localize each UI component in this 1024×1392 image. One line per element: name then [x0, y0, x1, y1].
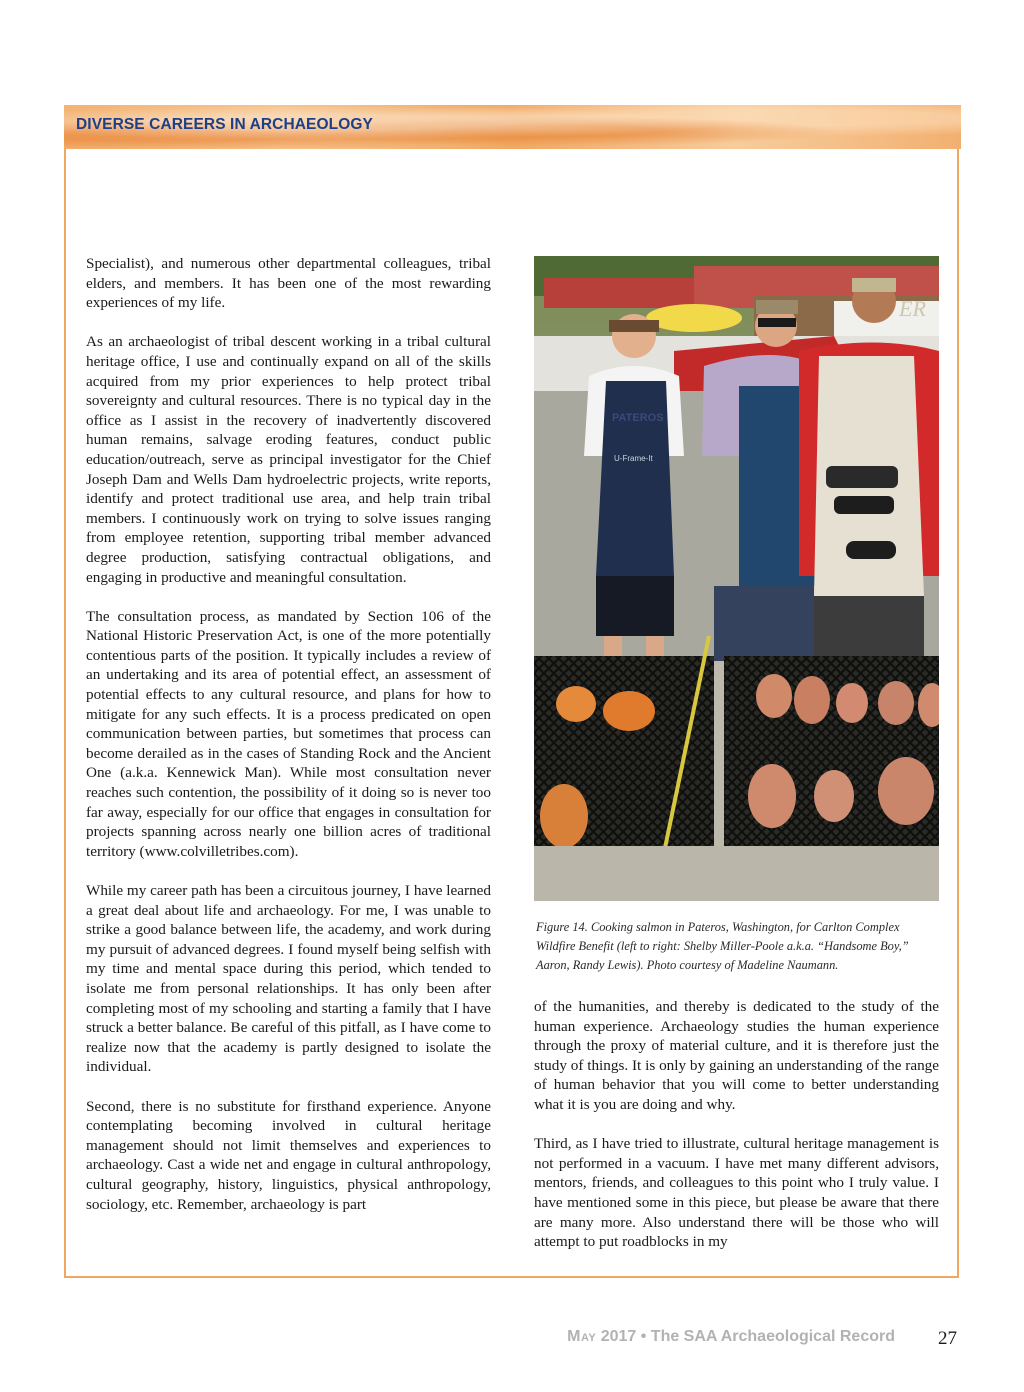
footer-month: May [567, 1328, 597, 1345]
salmon-cooking-photo [534, 256, 939, 901]
section-banner [64, 105, 961, 149]
footer-publication: 2017 • The SAA Archaeological Record [600, 1328, 895, 1345]
paragraph: Third, as I have tried to illustrate, cultural heritage management is not performed in a vacuum. I have met many different advisors, mentors, friends, and colleagues to this point who I truly value. I have mentioned some in this piece, but please be aware that there are many more. Also understand there will be those who will attempt to put roadblocks in my [534, 1135, 939, 1251]
paragraph: As an archaeologist of tribal descent working in a tribal cultural heritage office, I use and continually expand on all of the skills acquired from my prior experiences to help protect tribal sovereignty and cultural resources. There is no typical day in the office as I assist in the recovery of inadvertently discovered human remains, salvage eroding features, conduct public education/outreach, serve as principal investigator for the Chief Joseph Dam and Wells Dam hydroelectric projects, write reports, identify and protect traditional use area, and help train tribal members. I continuously work on trying to solve issues ranging from employee retention, supporting tribal member advanced degree production, satisfying contractual obligations, and engaging in productive and meaningful consultation. [86, 333, 491, 586]
paragraph: While my career path has been a circuitous journey, I have learned a great deal about life and archaeology. For me, I was unable to strike a good balance between life, the academy, and work during my pursuit of advanced degrees. I found myself being selfish with my time and mental space during this period, which tended to isolate me from personal relationships. It has only been after completing most of my schooling and starting a family that I have struck a better balance. Be careful of this pitfall, as I have come to realize now that the academy is partly designed to isolate the individual. [86, 882, 491, 1076]
paragraph: of the humanities, and thereby is dedicated to the study of the human experience. Archaeology studies the human experience through the proxy of material culture, and it is therefore just the study of things. It is only by gaining an understanding of the range of human behavior that you will come to better understanding what it is you are doing and why. [534, 998, 939, 1113]
paragraph: The consultation process, as mandated by Section 106 of the National Historic Preservation Act, is one of the more potentially contentious parts of the position. It typically includes a review of an undertaking and its area of potential effect, an assessment of potential effects to any cultural resource, and plans for how to mitigate for any such effects. It is a process predicated on open communication between parties, but sometimes that process can become derailed as in the cases of Standing Rock and the Ancient One (a.k.a. Kennewick Man). While most consultation never reaches such contention, the possibility of it doing so is never too far away, especially for our office that engages in consultation for projects spanning across nearly one billion acres of traditional territory (www.colvilletribes.com). [86, 607, 491, 860]
apron-text-1: PATEROS [612, 412, 664, 424]
section-title: DIVERSE CAREERS IN ARCHAEOLOGY [76, 116, 373, 133]
running-footer [560, 1328, 895, 1346]
paragraph: Specialist), and numerous other departmental colleagues, tribal elders, and members. It has been one of the most rewarding experiences of my life. [86, 255, 491, 312]
paragraph: Second, there is no substitute for firsthand experience. Anyone contemplating becoming involved in cultural heritage management should not limit themselves and experiences to archaeology. Cast a wide net and engage in cultural anthropology, cultural geography, history, linguistics, physical anthropology, sociology, etc. Remember, archaeology is part [86, 1097, 491, 1213]
page-number: 27 [938, 1328, 957, 1349]
left-column [86, 254, 491, 1214]
figure-caption: Figure 14. Cooking salmon in Pateros, Washington, for Carlton Complex Wildfire Benefit (left to right: Shelby Miller-Poole a.k.a. “Handsome Boy,” Aaron, Randy Lewis). Photo courtesy of Madeline Naumann. [536, 920, 909, 973]
sign-text: ER [899, 296, 926, 321]
right-column [534, 997, 939, 1252]
apron-text-2: U-Frame-It [614, 454, 653, 463]
